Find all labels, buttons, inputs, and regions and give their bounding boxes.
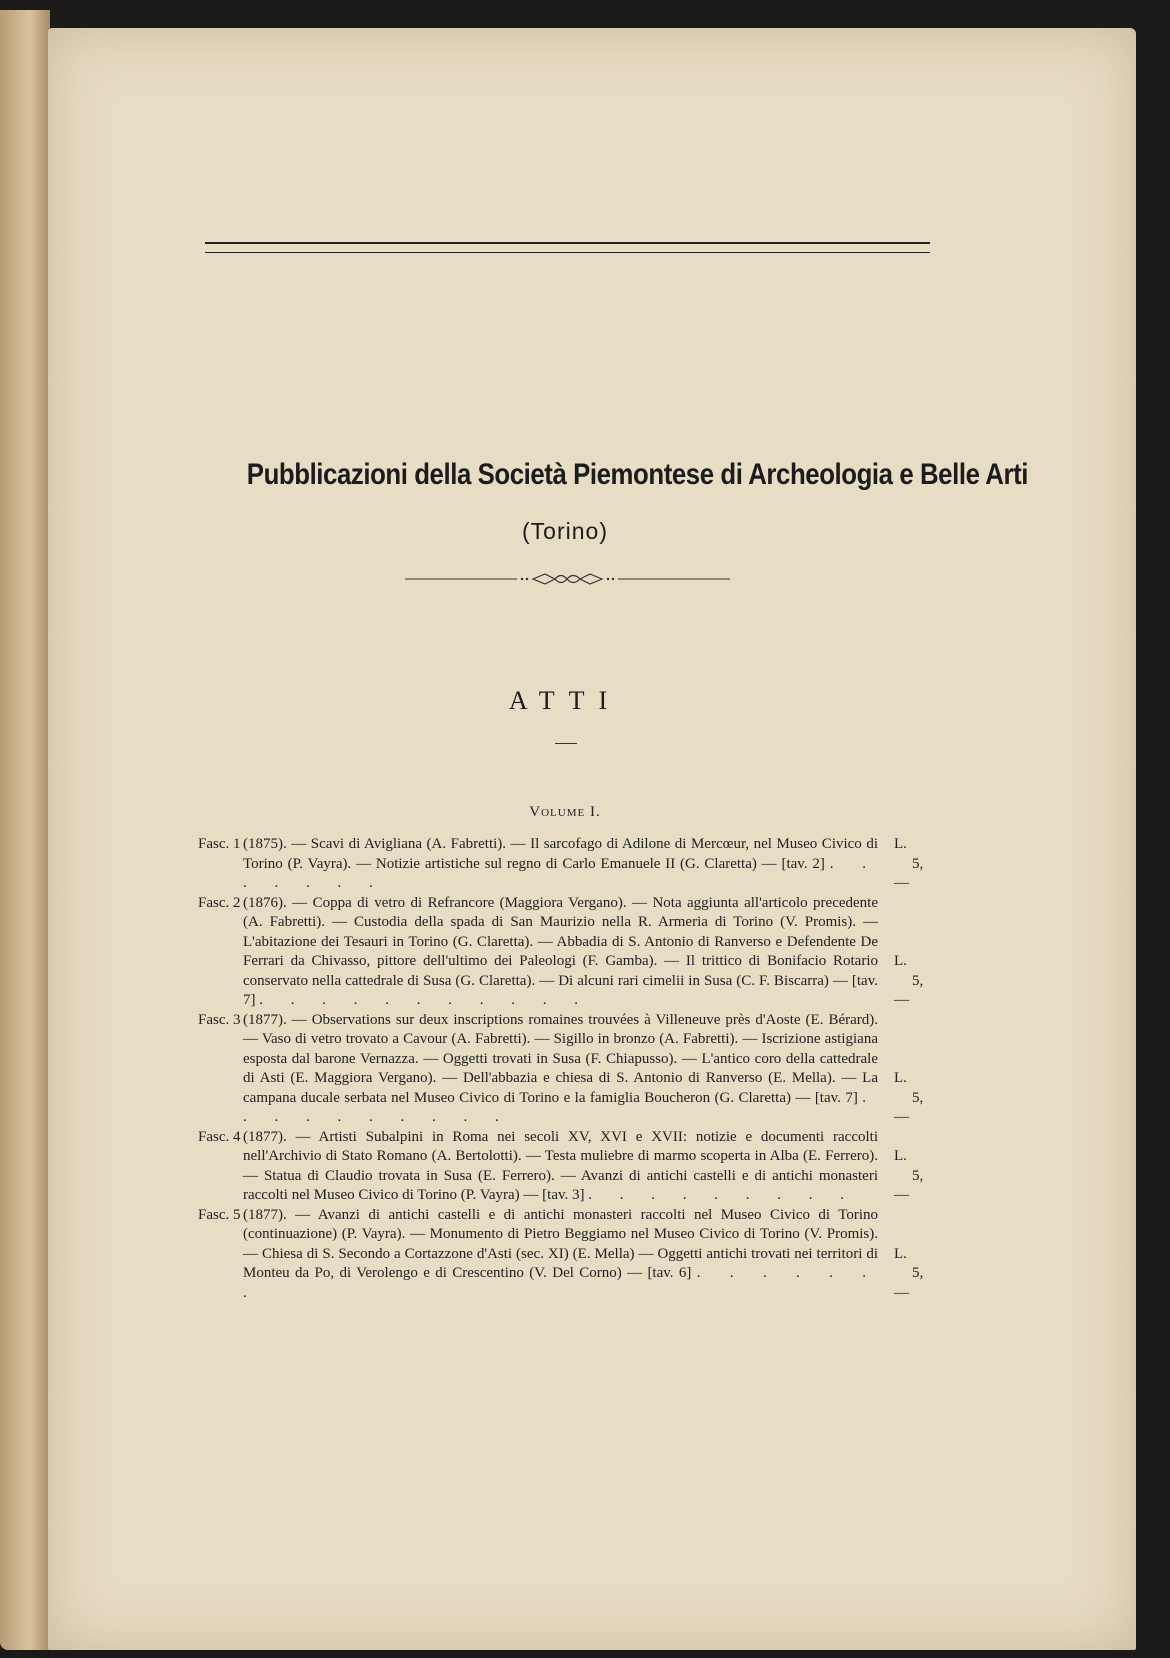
ornament-divider <box>405 571 730 587</box>
page-subtitle: (Torino) <box>522 518 608 544</box>
leader-dots: . . . . . . . <box>243 1265 879 1301</box>
list-item <box>198 1128 928 1206</box>
section-heading: ATTI <box>508 686 622 715</box>
price-value: 5,— <box>894 972 924 1008</box>
price-currency: L. <box>894 953 907 969</box>
book-spine <box>0 10 50 1650</box>
leader-dots: . . . . . . . <box>243 855 879 891</box>
price-value: 5,— <box>894 1265 924 1301</box>
list-item <box>198 1011 928 1128</box>
fascicle-text: (1876). — Coppa di vetro di Refrancore (Maggiora Vergano). — Nota aggiunta all'articolo precedente (A. Fabretti). — Custodia della spada di San Maurizio nella R. Armeria di Torino (V. Promis). — L'abitazione dei Tesauri in Torino (G. Claretta). — Abbadia di S. Antonio di Ranverso e Defendente De Ferrari da Chivasso, pittore dell'ultimo dei Paleologi (F. Gamba). — Il trittico di Bonifacio Rotario conservato nella cattedrale di Susa (G. Claretta). — Di alcuni rari cimelii in Susa (C. F. Biscarra) — [tav. 7] <box>243 894 878 1008</box>
header-rule-thick <box>205 242 930 244</box>
fascicle-text: (1875). — Scavi di Avigliana (A. Fabretti). — Il sarcofago di Adilone di Mercœur, nel Museo Civico di Torino (P. Vayra). — Notizie artistiche sul regno di Carlo Emanuele II (G. Claretta) — [tav. 2] <box>243 836 878 872</box>
leader-dots: . . . . . . . . . . . <box>259 992 590 1008</box>
fascicle-text: (1877). — Artisti Subalpini in Roma nei secoli XV, XVI e XVII: notizie e documenti raccolti nell'Archivio di Stato Romano (A. Bertolotti). — Testa muliebre di marmo scoperta in Alba (E. Ferrero). — Statua di Claudio trovata in Susa (E. Ferrero). — Avanzi di antichi castelli e di antichi monasteri raccolti nel Museo Civico di Torino (P. Vayra) — [tav. 3] <box>243 1128 878 1203</box>
header-rule-thin <box>205 252 930 253</box>
fascicle-label: Fasc. 5 <box>198 1206 241 1223</box>
list-item <box>198 1206 928 1304</box>
price-currency: L. <box>894 836 907 852</box>
price-value: 5,— <box>894 855 924 891</box>
fascicle-label: Fasc. 2 <box>198 894 241 911</box>
section-dash <box>555 743 577 744</box>
fascicle-label: Fasc. 1 <box>198 836 241 852</box>
fascicle-label: Fasc. 3 <box>198 1011 241 1028</box>
price-currency: L. <box>894 1148 907 1164</box>
fascicle-text: (1877). — Observations sur deux inscriptions romaines trouvées à Villeneuve près d'Aoste (E. Bérard). — Vaso di vetro trovato a Cavour (A. Fabretti). — Sigillo in bronzo (A. Fabretti). — Iscrizione astigiana esposta dal barone Vernazza. — Oggetti trovati in Susa (F. Chiapusso). — L'antico coro della cattedrale di Asti (E. Maggiora Vergano). — Dell'abbazia e chiesa di S. Antonio di Ranverso (E. Mella). — La campana ducale serbata nel Museo Civico di Torino e la famiglia Boucheron (G. Claretta) — [tav. 7] <box>243 1011 878 1106</box>
leader-dots: . . . . . . . . . . <box>243 1089 878 1125</box>
page-title: Pubblicazioni della Società Piemontese di Archeologia e Belle Arti <box>246 458 1028 491</box>
leader-dots: . . . . . . . . . <box>588 1187 857 1203</box>
price-value: 5,— <box>894 1167 924 1203</box>
list-item <box>198 835 928 894</box>
list-item <box>198 894 928 1011</box>
price-currency: L. <box>894 1070 907 1086</box>
price-currency: L. <box>894 1245 907 1262</box>
fascicle-text: (1877). — Avanzi di antichi castelli e di antichi monasteri raccolti nel Museo Civico di Torino (continuazione) (P. Vayra). — Monumento di Pietro Beggiamo nel Museo Civico di Torino (V. Promis). — Chiesa di S. Secondo a Cortazzone d'Asti (sec. XI) (E. Mella) — Oggetti antichi trovati nei territori di Monteu da Po, di Verolengo e di Crescentino (V. Del Corno) — [tav. 6] <box>243 1206 878 1281</box>
volume-heading: Volume I. <box>529 804 601 820</box>
price-value: 5,— <box>894 1089 924 1125</box>
fascicle-list <box>198 835 928 1303</box>
fascicle-label: Fasc. 4 <box>198 1128 241 1145</box>
